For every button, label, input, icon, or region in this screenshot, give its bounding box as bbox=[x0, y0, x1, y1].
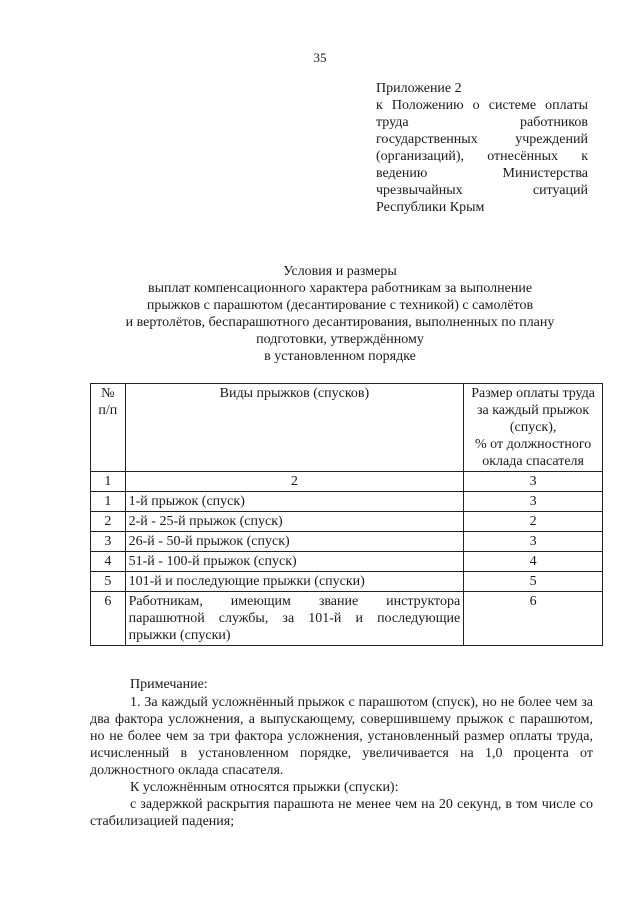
table-row bbox=[91, 572, 603, 592]
row-kind: 2-й - 25-й прыжок (спуск) bbox=[125, 512, 464, 532]
header-num-line: № bbox=[101, 386, 115, 401]
header-rate-line: % от должностного bbox=[474, 437, 592, 452]
row-kind bbox=[125, 592, 464, 646]
appendix-line: государственных учреждений bbox=[376, 132, 588, 147]
table-index-row bbox=[91, 472, 603, 492]
title-line: прыжков с парашютом (десантирование с техникой) с самолётов bbox=[146, 298, 534, 313]
table-row bbox=[91, 532, 603, 552]
row-kind: 26-й - 50-й прыжок (спуск) bbox=[125, 532, 464, 552]
index-cell: 3 bbox=[464, 472, 603, 492]
row-num: 2 bbox=[91, 512, 126, 532]
row-kind: 51-й - 100-й прыжок (спуск) bbox=[125, 552, 464, 572]
title-line: подготовки, утверждённому bbox=[256, 332, 424, 347]
title-line: и вертолётов, беспарашютного десантирования, выполненных по плану bbox=[125, 315, 555, 330]
row-num: 4 bbox=[91, 552, 126, 572]
rates-table bbox=[90, 383, 603, 646]
notes-paragraph: К усложнённым относятся прыжки (спуски): bbox=[130, 780, 399, 795]
row-kind-line: прыжки (спуски) bbox=[128, 628, 231, 643]
appendix-line: Приложение 2 bbox=[376, 81, 462, 96]
title-line: Условия и размеры bbox=[283, 264, 397, 279]
row-rate: 2 bbox=[464, 512, 603, 532]
notes-heading: Примечание: bbox=[130, 677, 208, 692]
table-row bbox=[91, 492, 603, 512]
row-num: 5 bbox=[91, 572, 126, 592]
index-cell: 1 bbox=[91, 472, 126, 492]
row-kind-line: Работникам, имеющим звание инструктора bbox=[128, 594, 461, 609]
title-line: в установленном порядке bbox=[264, 349, 416, 364]
appendix-line: к Положению о системе оплаты bbox=[376, 98, 588, 113]
row-num: 6 bbox=[91, 592, 126, 646]
header-kind: Виды прыжков (спусков) bbox=[125, 384, 464, 472]
appendix-line: чрезвычайных ситуаций bbox=[376, 183, 588, 198]
header-rate-line: Размер оплаты труда bbox=[471, 386, 596, 401]
appendix-line: труда работников bbox=[376, 115, 588, 130]
header-rate bbox=[464, 384, 603, 472]
row-num: 3 bbox=[91, 532, 126, 552]
row-rate: 4 bbox=[464, 552, 603, 572]
header-rate-line: (спуск), bbox=[509, 420, 557, 435]
header-rate-line: за каждый прыжок bbox=[476, 403, 590, 418]
page-number: 35 bbox=[313, 50, 327, 65]
row-rate: 6 bbox=[464, 592, 603, 646]
row-kind-line: парашютной службы, за 101-й и последующие bbox=[128, 611, 461, 626]
table-row bbox=[91, 592, 603, 646]
title-line: выплат компенсационного характера работникам за выполнение bbox=[147, 281, 533, 296]
row-kind: 1-й прыжок (спуск) bbox=[125, 492, 464, 512]
table-row bbox=[91, 512, 603, 532]
notes-paragraph: с задержкой раскрытия парашюта не менее чем на 20 секунд, в том числе со стабилизацией падения; bbox=[90, 797, 593, 829]
index-cell: 2 bbox=[125, 472, 464, 492]
table-row bbox=[91, 552, 603, 572]
row-rate: 3 bbox=[464, 492, 603, 512]
notes-section bbox=[90, 676, 593, 830]
row-num: 1 bbox=[91, 492, 126, 512]
row-rate: 5 bbox=[464, 572, 603, 592]
notes-paragraph: 1. За каждый усложнённый прыжок с парашютом (спуск), но не более чем за два фактора усложнения, а выпускающему, совершившему прыжок с парашютом, но не более чем за три фактора усложнения, установленный размер оплаты труда, исчисленный в установленном порядке, увеличивается на 1,0 процента от должностного оклада спасателя. bbox=[90, 695, 593, 778]
row-rate: 3 bbox=[464, 532, 603, 552]
appendix-line: (организаций), отнесённых к bbox=[376, 149, 588, 164]
row-kind: 101-й и последующие прыжки (спуски) bbox=[125, 572, 464, 592]
table-header-row bbox=[91, 384, 603, 472]
header-rate-line: оклада спасателя bbox=[482, 454, 584, 469]
header-num bbox=[91, 384, 126, 472]
header-num-line: п/п bbox=[98, 403, 118, 418]
appendix-line: ведению Министерства bbox=[376, 166, 588, 181]
appendix-line: Республики Крым bbox=[376, 200, 485, 215]
appendix-header bbox=[376, 80, 588, 216]
document-title bbox=[60, 263, 620, 365]
